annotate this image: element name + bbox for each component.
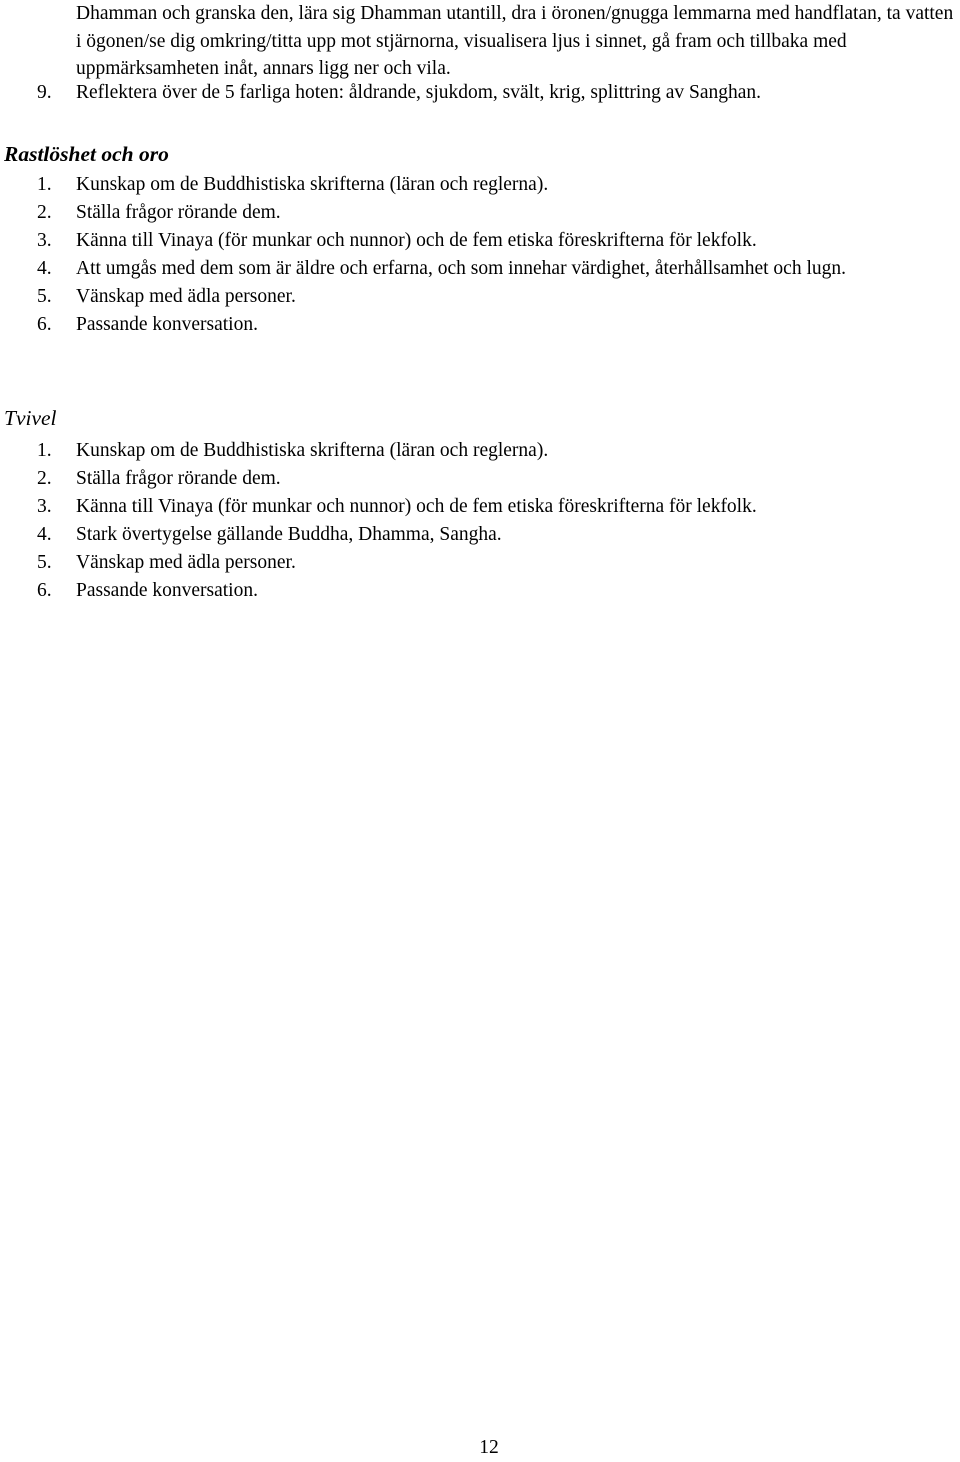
list-item-text: Passande konversation. bbox=[76, 314, 258, 335]
list-item-text: Kunskap om de Buddhistiska skrifterna (läran och reglerna). bbox=[76, 174, 549, 195]
list-item-number: 2. bbox=[37, 468, 52, 489]
list-item bbox=[0, 311, 960, 339]
list-item bbox=[0, 199, 960, 227]
list-item-text: Känna till Vinaya (för munkar och nunnor) och de fem etiska föreskrifterna för lekfolk. bbox=[76, 496, 757, 517]
list-item-number: 2. bbox=[37, 202, 52, 223]
list-item bbox=[0, 493, 960, 521]
list-item-text: Vänskap med ädla personer. bbox=[76, 286, 296, 307]
list-item-text: Ställa frågor rörande dem. bbox=[76, 468, 281, 489]
list-item-number: 4. bbox=[37, 524, 52, 545]
list-item-text: Kunskap om de Buddhistiska skrifterna (läran och reglerna). bbox=[76, 440, 549, 461]
list-item bbox=[0, 549, 960, 577]
list-item-text: Vänskap med ädla personer. bbox=[76, 552, 296, 573]
list-item-number: 4. bbox=[37, 258, 52, 279]
list-item-number: 3. bbox=[37, 496, 52, 517]
list-item bbox=[0, 283, 960, 311]
list-item bbox=[0, 465, 960, 493]
list-item-number: 9. bbox=[37, 82, 52, 103]
rastloshet-list bbox=[0, 171, 960, 339]
list-item-number: 1. bbox=[37, 174, 52, 195]
list-item-9-container bbox=[0, 79, 960, 107]
list-item bbox=[0, 255, 960, 283]
list-item-text: Passande konversation. bbox=[76, 580, 258, 601]
list-item-number: 5. bbox=[37, 552, 52, 573]
list-item bbox=[0, 171, 960, 199]
list-item-text: Känna till Vinaya (för munkar och nunnor) och de fem etiska föreskrifterna för lekfolk. bbox=[76, 230, 757, 251]
section-heading-rastloshet: Rastlöshet och oro bbox=[4, 142, 169, 166]
list-item-number: 6. bbox=[37, 314, 52, 335]
list-item bbox=[0, 437, 960, 465]
continuation-paragraph: Dhamman och granska den, lära sig Dhamman utantill, dra i öronen/gnugga lemmarna med handflatan, ta vatten i ögonen/se dig omkring/titta upp mot stjärnorna, visualisera ljus i sinnet, gå fram och tillbaka med uppmärksamheten inåt, annars ligg ner och vila. bbox=[76, 3, 954, 80]
list-item-number: 1. bbox=[37, 440, 52, 461]
list-item-text: Ställa frågor rörande dem. bbox=[76, 202, 281, 223]
list-item bbox=[0, 79, 960, 107]
page-number: 12 bbox=[479, 1437, 499, 1458]
list-item-number: 5. bbox=[37, 286, 52, 307]
list-item bbox=[0, 521, 960, 549]
list-item bbox=[0, 577, 960, 605]
list-item-text: Stark övertygelse gällande Buddha, Dhamma, Sangha. bbox=[76, 524, 502, 545]
list-item-text: Att umgås med dem som är äldre och erfarna, och som innehar värdighet, återhållsamhet och lugn. bbox=[76, 258, 846, 279]
list-item-number: 3. bbox=[37, 230, 52, 251]
list-item-number: 6. bbox=[37, 580, 52, 601]
list-item-text: Reflektera över de 5 farliga hoten: åldrande, sjukdom, svält, krig, splittring av Sanghan. bbox=[76, 82, 762, 103]
list-item bbox=[0, 227, 960, 255]
section-heading-tvivel: Tvivel bbox=[4, 406, 57, 430]
tvivel-list bbox=[0, 437, 960, 605]
